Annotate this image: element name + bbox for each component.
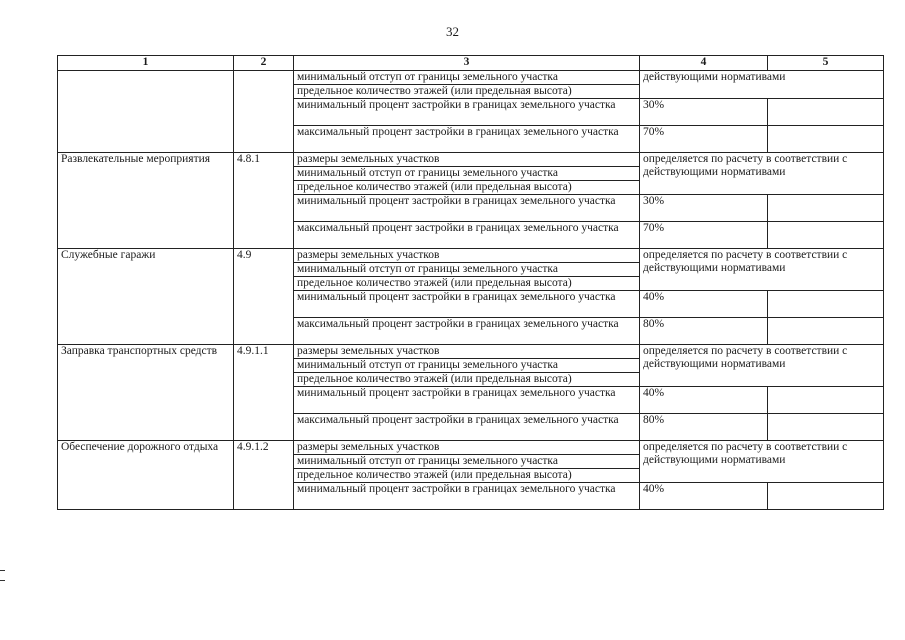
min-percent-cell: 40% xyxy=(640,483,768,510)
group-code-cell xyxy=(234,71,294,153)
group-name-cell: Обеспечение дорожного отдыха xyxy=(58,441,234,510)
column-header-2: 2 xyxy=(234,56,294,71)
table-row xyxy=(58,153,884,167)
param-cell: размеры земельных участков xyxy=(294,249,640,263)
param-cell: минимальный отступ от границы земельного участка xyxy=(294,71,640,85)
value-cell: действующими нормативами xyxy=(640,71,884,99)
param-cell: предельное количество этажей (или предельная высота) xyxy=(294,181,640,195)
min-percent-cell: 30% xyxy=(640,99,768,126)
param-cell: минимальный отступ от границы земельного участка xyxy=(294,359,640,373)
param-cell: минимальный процент застройки в границах земельного участка xyxy=(294,483,640,510)
param-cell: предельное количество этажей (или предельная высота) xyxy=(294,277,640,291)
empty-cell xyxy=(768,291,884,318)
column-header-3: 3 xyxy=(294,56,640,71)
max-percent-cell: 80% xyxy=(640,414,768,441)
param-cell: размеры земельных участков xyxy=(294,441,640,455)
scan-margin-mark xyxy=(0,580,5,581)
group-name-cell xyxy=(58,71,234,153)
param-cell: предельное количество этажей (или предельная высота) xyxy=(294,469,640,483)
param-cell: максимальный процент застройки в границах земельного участка xyxy=(294,222,640,249)
param-cell: размеры земельных участков xyxy=(294,345,640,359)
value-cell: определяется по расчету в соответствии с действующими нормативами xyxy=(640,345,884,387)
param-cell: минимальный процент застройки в границах земельного участка xyxy=(294,291,640,318)
empty-cell xyxy=(768,318,884,345)
param-cell: предельное количество этажей (или предельная высота) xyxy=(294,373,640,387)
column-header-1: 1 xyxy=(58,56,234,71)
table-row xyxy=(58,345,884,359)
empty-cell xyxy=(768,414,884,441)
group-name-cell: Служебные гаражи xyxy=(58,249,234,345)
param-cell: размеры земельных участков xyxy=(294,153,640,167)
param-cell: минимальный отступ от границы земельного участка xyxy=(294,263,640,277)
group-name-cell: Развлекательные мероприятия xyxy=(58,153,234,249)
max-percent-cell: 80% xyxy=(640,318,768,345)
empty-cell xyxy=(768,99,884,126)
param-cell: предельное количество этажей (или предельная высота) xyxy=(294,85,640,99)
group-name-cell: Заправка транспортных средств xyxy=(58,345,234,441)
empty-cell xyxy=(768,387,884,414)
max-percent-cell: 70% xyxy=(640,222,768,249)
empty-cell xyxy=(768,483,884,510)
group-code-cell: 4.9 xyxy=(234,249,294,345)
min-percent-cell: 40% xyxy=(640,387,768,414)
empty-cell xyxy=(768,126,884,153)
group-code-cell: 4.9.1.2 xyxy=(234,441,294,510)
param-cell: минимальный процент застройки в границах земельного участка xyxy=(294,387,640,414)
column-header-5: 5 xyxy=(768,56,884,71)
zoning-parameters-table xyxy=(57,55,884,510)
param-cell: максимальный процент застройки в границах земельного участка xyxy=(294,414,640,441)
empty-cell xyxy=(768,195,884,222)
page-number: 32 xyxy=(446,24,459,39)
max-percent-cell: 70% xyxy=(640,126,768,153)
param-cell: минимальный отступ от границы земельного участка xyxy=(294,167,640,181)
param-cell: максимальный процент застройки в границах земельного участка xyxy=(294,318,640,345)
param-cell: минимальный процент застройки в границах земельного участка xyxy=(294,99,640,126)
min-percent-cell: 40% xyxy=(640,291,768,318)
value-cell: определяется по расчету в соответствии с действующими нормативами xyxy=(640,153,884,195)
param-cell: минимальный процент застройки в границах земельного участка xyxy=(294,195,640,222)
column-header-4: 4 xyxy=(640,56,768,71)
group-code-cell: 4.9.1.1 xyxy=(234,345,294,441)
table-row xyxy=(58,71,884,85)
scan-margin-mark xyxy=(0,570,5,571)
table-row xyxy=(58,249,884,263)
value-cell: определяется по расчету в соответствии с действующими нормативами xyxy=(640,249,884,291)
table-header-row xyxy=(58,56,884,71)
value-cell: определяется по расчету в соответствии с действующими нормативами xyxy=(640,441,884,483)
empty-cell xyxy=(768,222,884,249)
group-code-cell: 4.8.1 xyxy=(234,153,294,249)
param-cell: максимальный процент застройки в границах земельного участка xyxy=(294,126,640,153)
param-cell: минимальный отступ от границы земельного участка xyxy=(294,455,640,469)
min-percent-cell: 30% xyxy=(640,195,768,222)
table-row xyxy=(58,441,884,455)
